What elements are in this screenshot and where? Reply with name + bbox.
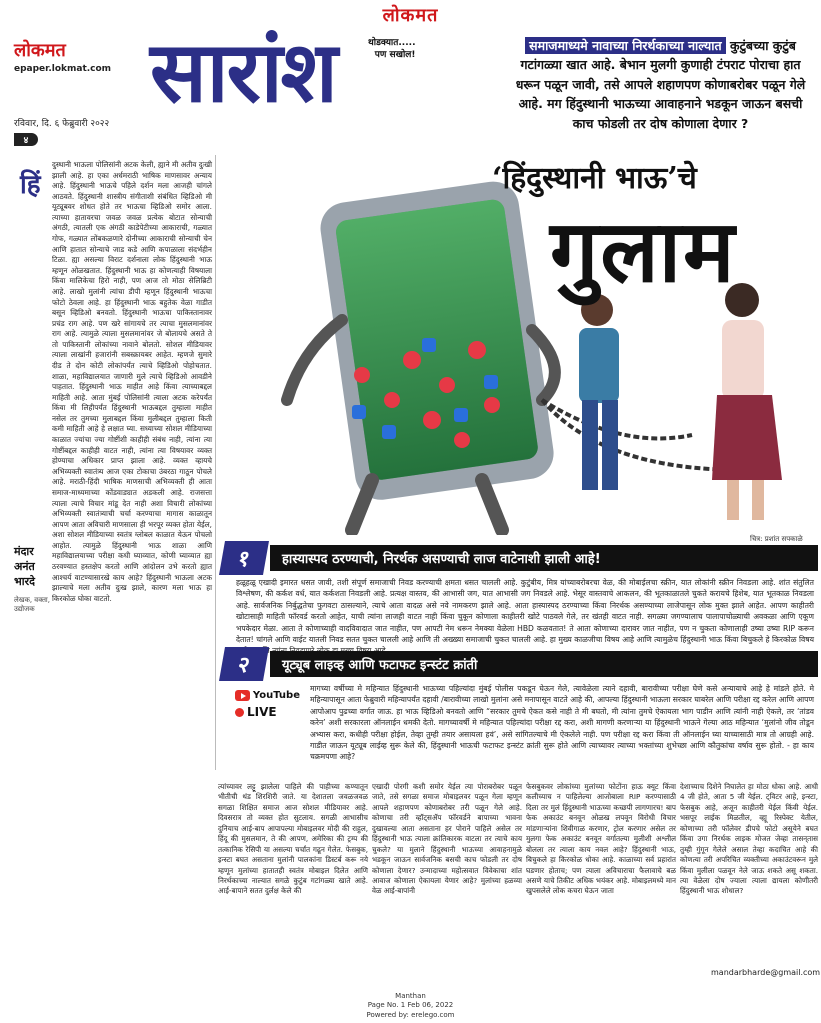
phone-body bbox=[317, 178, 557, 503]
author-name: मंदार अनंत भारदे bbox=[14, 545, 35, 588]
issue-date: रविवार, दि. ६ फेब्रुवारी २०२२ bbox=[14, 119, 110, 129]
section-2-header bbox=[222, 647, 818, 681]
footer bbox=[0, 992, 821, 1020]
bottom-column-1: त्यांच्यावर लट्टू झालेला पाहिले की पाहीच्या कण्यातून भीतीची थंड शिरशिरी जाते. या देशातला जवळजवळ सगळा शिक्षित समाज आज सोशल मीडियावर आहे. दिवसरात्र तो व्यक्त होत सुटलाय. सगळी आभासीच दुनियाच आई-बाप आपापल्या मोबाइलवर मोदी की राहुल, हिंदू की मुसलमान, ते की आपण, अमेरिका की ट्रम्प की तत्कानिक रेसिपी या असल्या चर्चांत गढून गेलेत. फेसबुक, इन्स्टा बघत असताना मुलांनी पालकांना डिस्टर्ब करू नये म्हणून मुलांच्या हातातही स्वतंत्र मोबाइल दिलेत आणि निरर्थकाच्या नाल्यात सगळे कुटुंब गटांगळ्या खाते आहे. आई-बापाने सतत दुर्लक्ष केले की bbox=[218, 782, 368, 896]
brand-block bbox=[14, 38, 124, 146]
page-number: ४ bbox=[14, 133, 38, 146]
section-1-number: १ bbox=[219, 541, 269, 575]
live-dot-icon bbox=[235, 708, 244, 717]
section-2-body: मागच्या वर्षीच्या मे महिन्यात हिंदुस्थानी भाऊच्या पहिल्यांदा मुंबई पोलीस पकडून घेऊन गेले, त्यावेळेला त्याने दहावी, बारावीच्या परीक्षा घेणे कसे अन्यायाचे आहे हे मांडले होते. मे महिन्यापासून आता फेब्रुवारी महिन्यापर्यंत दहावी /बारावीच्या लाखो मुलांना असे मनापासून वाटते आहे की, आपल्या हिंदुस्थानी भाऊला सरकार घाबरेल आणि परीक्षा रद्द करेल आणि आपण आपोआप पुढच्या वर्गात जाऊ. हा भाऊ व्हिडिओ बनवतो आणि “सरकार तुमचे ऐकत कसे नाही ते मी बघतो, मी त्यांना तुमचे ऐकायला भाग पाडीन आणि त्यांनी नाही ऐकले, तर ‘तांडव करेन’ अशी सरकारला ऑनलाईन धमकी देतो. मागच्यावर्षी मे महिन्यात पहिल्यांदा परीक्षा रद्द करा, अशी मागणी करणाऱ्या या हिंदुस्थानी भाऊने गेल्या आठ महिन्यात ‘मुलांनो जीव तोडून अभ्यास करा, कधीही परीक्षा होईल, तेव्हा तुम्ही तयार असायला हवं’, असे सांगितल्याचे मी ऐकलेले नाही. पण परीक्षा रद्द करा किंवा ती ऑनलाईन घ्या याच्यासाठी मात्र तो आग्रही आहे. गाडीत जाऊन यूट्यूब लाईव्ह सुरू केले की, हिंदुस्थानी भाऊची फटाफट इन्स्टंट क्रांती सुरू होते आणि त्याच्यावर त्याच्या भक्तांच्या शुभेच्छा आणि कौतुकांचा वर्षाव सुरू होतो. - हा काय चक्रमपणा आहे? bbox=[310, 684, 814, 762]
section-2-number: २ bbox=[219, 647, 269, 681]
bottom-column-2: एखादी पोरगी कशी समोर येईल त्या पोराबरोबर पळून जाते, तसे सगळा समाज मोबाइलवर पळून गेला म्हणून आपले शहाणपण कोणाबरोबर तरी पळून गेले आहे. कोणाचा तरी व्हॉट्सॲप फॉरवर्डने बापाच्या भावना दुखावल्या आता असताना हर पोराने पाहिले असेल तर हिंदुस्थानी भाऊ त्याला क्रांतिकारक वाटला तर त्याचे काय चुकले? या मुलाने हिंदुस्थानी भाऊच्या आवाहनामुळे भडकून जाऊन सार्वजनिक बसची काच फोडली तर दोष कोणाला देणार? उन्मादाच्या महोत्सवात विवेकाचा शांत आवाज कोणाला ऐकायला येणार आहे? मुलांच्या हळव्या वेळ आई-बापांनी bbox=[372, 782, 522, 896]
author-block bbox=[14, 545, 54, 615]
live-label: LIVE bbox=[247, 705, 277, 719]
section-1-header bbox=[222, 541, 818, 575]
bottom-column-3: फेसबुकवर लोकांच्या मुलांच्या फोटोंना हाऊ क्यूट किंवा कलीच्याच न पाहिलेल्या आजोबाला RIP करण्यासाठी दिला तर मुलं हिंदुस्थानी भाऊच्या कच्छपी लागणारच! बाप फेक अकाउंट बनवून ओळख लपवून विरोधी विचार मांडणाऱ्यांना शिवीगाळ करणार, ट्रोल करणार असेल तर मुलगा फेक अकाउंट बनवून वर्गातल्या मुलीशी अश्लील बोलला तर त्याला काय नवल आहे? हिंदुस्थानी भाऊ, बिचुकले हा किरकोळ धोका आहे. काळाच्या सर्व प्रहारांत घडणार होताच; पण त्याला अविचाराचा फैलावाचे बळ असणे याचे तिकीट अधिक भयंकर आहे. मोबाइलमध्ये मान खुपसलेले लोक कचरा घेऊन जाता bbox=[526, 782, 676, 896]
youtube-live-badge bbox=[235, 690, 300, 719]
intro-rest: कुटुंबच्या कुटुंब गटांगळ्या खात आहे. बेभान मुलगी कुणाही टंपराट पोराचा हात धरून पळून जावी, तसे आपले शहाणपण कोणाबरोबर पळून गेले आहे. मग हिंदुस्थानी भाऊच्या आवाहनाने भडकून जाऊन बसची काच फोडली तर दोष कोणाला देणार ? bbox=[515, 38, 806, 131]
brand-url[interactable]: epaper.lokmat.com bbox=[14, 64, 112, 74]
author-role: लेखक, वक्ता, उद्योजक bbox=[14, 595, 50, 614]
left-column-text: दुस्थानी भाऊला पोलिसांनी अटक केली, ह्याने मी अतीव दुःखी झाली आहे. हा एका अर्धमराठी भाषिक माणसावर अन्याय आहे. हिंदुस्थानी भाऊचे पहिले दर्शन मला आजही चांगले आठवते. हिंदुस्थानी शास्त्रीय संगीताशी संबंधित व्हिडिओ मी यूट्यूबवर शोधत होते तर भाऊचा व्हिडिओ समोर आला. त्याच्या हातावरचा जवळ जवळ प्रत्येक बोटात सोन्याची अंगठी, त्यातली एक अंगठी काडेपेटीच्या आकाराची, गळ्यात गोफ, गळ्यात लोंबकळणारे दोनीच्या आकाराची सोन्याची चेन आणि हातात सोन्याचे जाड कडे आणि कपाळाला संदर्भहीन टिळा. ह्या असल्या विराट दर्शनाला लोक हिंदुस्थानी भाऊ म्हणून ओळखतात. हिंदुस्थानी भाऊ हा कोणत्याही विषयाला किंवा मालिकेचा हिरो नाही, पण आज तो मोठा सेलिब्रिटी आहे. लाखो मुलांनी त्यांचा डीपी म्हणून हिंदुस्थानी भाऊचा फोटो ठेवला आहे. हा हिंदुस्थानी भाऊ बहुतेक वेळा गाडीत बसून व्हिडिओ बनवतो. हिंदुस्थानी भाऊचा पाकिस्तानावर प्रचंड राग आहे. पण खरे सांगायचे तर त्याचा मुसलमानांवर राग आहे. त्यामुळे त्याला मुसलमानांवर जे बोलायचे असते ते तो पाकिस्तानी लोकांच्या नावाने बोलतो. सोशल मीडियावर त्याला लाखांनी हजारांनी सबस्क्रायबर आहेत. म्हणजे सुमारे दीड ते दोन कोटी लोकांपर्यंत त्याचे व्हिडिओ पोहोचतात. शाळा, महाविद्यालयात जाणारी मुले त्याचे व्हिडिओ आवडीने पाहतात. हिंदुस्थानी भाऊ माहीत आहे किंवा त्याच्याबद्दल माहिती आहे. आता मुंबई पोलिसांनी त्याला अटक करेपर्यंत किंवा मी लिहीपर्यंत हिंदुस्थानी भाऊबद्दल तुम्हाला माहीत नसेल तर तुमच्या मुलाबद्दल किंवा मुलीबद्दल तुम्हाला किती कमी माहिती आहे हे लक्षात घ्या. सध्याच्या सोशल मीडियाच्या काळात ज्यांचा ज्या गोष्टींशी काहीही संबंध नाही, त्यांना त्या गोष्टींबद्दल काहीही वाटत नाही, त्यांना त्या विषयावर व्यक्त होण्याचा अधिकार प्राप्त झाला आहे. व्यक्त व्हायचे अभिव्यक्ती स्वातंत्र्य आज एका टोकाचा उंबरठा गाठून पोचले आहे. मराठी-हिंदी भाषिक माणसाची अभिव्यक्ती ही आता समाज-माध्यमाच्या कोंडवाड्यात अडकली आहे. राजसत्ता त्याला त्याचे विचार मांडू देत नाही अशा विचारी लोकांच्या अभिव्यक्ती स्वातंत्र्याची चर्चा करण्याचा मागास काळातून आपण आता अविचारी माणसाला ही भरपूर व्यक्त होता येईल, अशा सोशल मीडियाच्या स्वतंत्र ग्लोबल काळात येऊन पोचलो आहोत. त्यामुळे हिंदुस्थानी भाऊ शाळा आणि महाविद्यालयाच्या परीक्षा कधी घ्याव्यात, कोणी घ्याव्यात ह्या ठरवण्यात हस्तक्षेप करतो आणि आंदोलन उभे करतो ह्यात आश्चर्य वाटण्यासारखे काय आहे? हिंदुस्थानी भाऊला अटक झाल्याचे मला अतीव दुःख झाले, कारण मला भाऊ हा किरकोळ घोका वाटतो. bbox=[52, 160, 212, 603]
youtube-play-icon bbox=[235, 690, 250, 701]
footer-page-date: Page No. 1 Feb 06, 2022 bbox=[367, 1001, 454, 1010]
footer-publication: Manthan bbox=[395, 992, 426, 1000]
tagline bbox=[368, 38, 416, 61]
illustration-credit: चित्र: प्रशांत सपकाळे bbox=[750, 535, 803, 543]
section-1-title: हास्यास्पद ठरण्याची, निरर्थक असण्याची लाज वाटेनाशी झाली आहे! bbox=[270, 545, 818, 571]
supplement-name: सारांश bbox=[150, 22, 336, 121]
lead-drop-letter: हिं bbox=[20, 170, 41, 200]
footer-powered-by: Powered by: erelego.com bbox=[366, 1010, 455, 1019]
intro-line-1: समाजमाध्यमे नावाच्या निरर्थकाच्या नाल्यात bbox=[525, 37, 725, 54]
headline-part-2: गुलाम bbox=[550, 201, 737, 302]
masthead bbox=[0, 0, 821, 30]
youtube-logo bbox=[235, 690, 300, 701]
intro-deck bbox=[508, 36, 813, 133]
youtube-label: YouTube bbox=[252, 690, 300, 701]
lokmat-logo: लोकमत bbox=[382, 5, 439, 26]
brand-logo: लोकमत bbox=[14, 40, 66, 61]
section-2-title: यूट्यूब लाइव्ह आणि फटाफट इन्स्टंट क्रांती bbox=[270, 651, 818, 677]
column-divider bbox=[215, 155, 216, 770]
headline-part-1: ‘हिंदुस्थानी भाऊ’चे bbox=[492, 161, 697, 196]
tagline-line-1: थोडक्यात..... bbox=[368, 38, 416, 48]
author-email[interactable]: mandarbharde@gmail.com bbox=[711, 968, 821, 977]
section-1-body: हळूहळू एखादी इमारत धसत जावी, तशी संपूर्ण समाजाची निवड करण्याची क्षमता धसत चालली आहे. कुटुंबीय, मित्र यांच्याबरोबरचा वेळ, की मोबाईलचा स्क्रीन, यात लोकांनी स्क्रीन निवडला आहे. शांत संतुलित विश्लेषण, की कर्कश वर्ध, यात कर्कशता निवडली आहे. प्रत्यक्ष वास्तव, की आभासी जग, यात आभासी जग निवडले आहे. भेसूर वास्तवाचे आकलन, की भूतकाळातले चुकते करायचे हिशेब, यात भूतकाळ निवडला आहे. सार्वजनिक निर्बुद्धतेचा फुगवटा ठासल्याने, त्याचे आता वादळ असे नवे नामकरण झाले आहे. आता हास्यास्पद ठरण्याच्या किंवा निरर्थक असण्याच्या लाजेपासून लोक मुक्त झाले आहेत. आपण काहीतरी खोटासाही माहिती फॉरवर्ड करतो आहेत, याची त्यांना लाजही वाटत नाही किंवा चुकून कोणाला काहीतरी खोटे पाठवले गेले, तर खंतही वाटत नाही. सगळ्या जगण्यालाच पालापाचोळ्याची अवकळा आणि एकूण भपकेदार मेळा. आता ते कोणाच्याही वादविवादात जात नाहीत, पण आपटी नेम धरून नेमक्या वेळेला HBD कळवतात! ते आता कोणाच्या दारावर जात नाहीत, पण न चुकता कोणालाही उष्या उष्या RIP करून देतात! चांगले आणि वाईट यातली निवड सतत चुकत चालली आहे आणि ती अख्ख्या समाजाची चुकत चालली आहे. हा मुख्य काळजीचा विषय आहे आणि त्यामुळेच हिंदुस्थानी भाऊ किंवा बिचुकले हे किरकोळ विषय bbox=[236, 578, 814, 644]
live-indicator bbox=[235, 705, 300, 719]
bottom-column-4: देशाच्याच दिशेने निघालेत हा मोठा धोका आहे. आधी 4 जी होते, आता 5 जी येईल. ट्विटर आहे, इन्स्टा, फेसबुक आहे, अजून काहीतरी येईल किंवी येईल. भसपूर लाईक मिळतील, व्ह्यू रिस्पेक्ट येतील, कोणाच्या तरी फॉलेवर डीपचे फोटो असूयेने बघत किंवा उगा निरर्थक लाइक मोजत जेव्हा तासन्‌तास तुम्ही गुंगून गेलेले असाल तेव्हा कदाचित आहे की कोणत्या तरी अपरिचित व्यक्तीच्या अकाउंटवरून मुले किंवा मुलीला पळवून नेले जाऊ शकते असू शकता. त्या वेळेला दोष ज्याला त्याला द्यायला कोणीतरी हिंदुस्थानी भाऊ शोधाल? bbox=[680, 782, 818, 896]
tagline-line-2: पण सखोल! bbox=[374, 49, 416, 60]
